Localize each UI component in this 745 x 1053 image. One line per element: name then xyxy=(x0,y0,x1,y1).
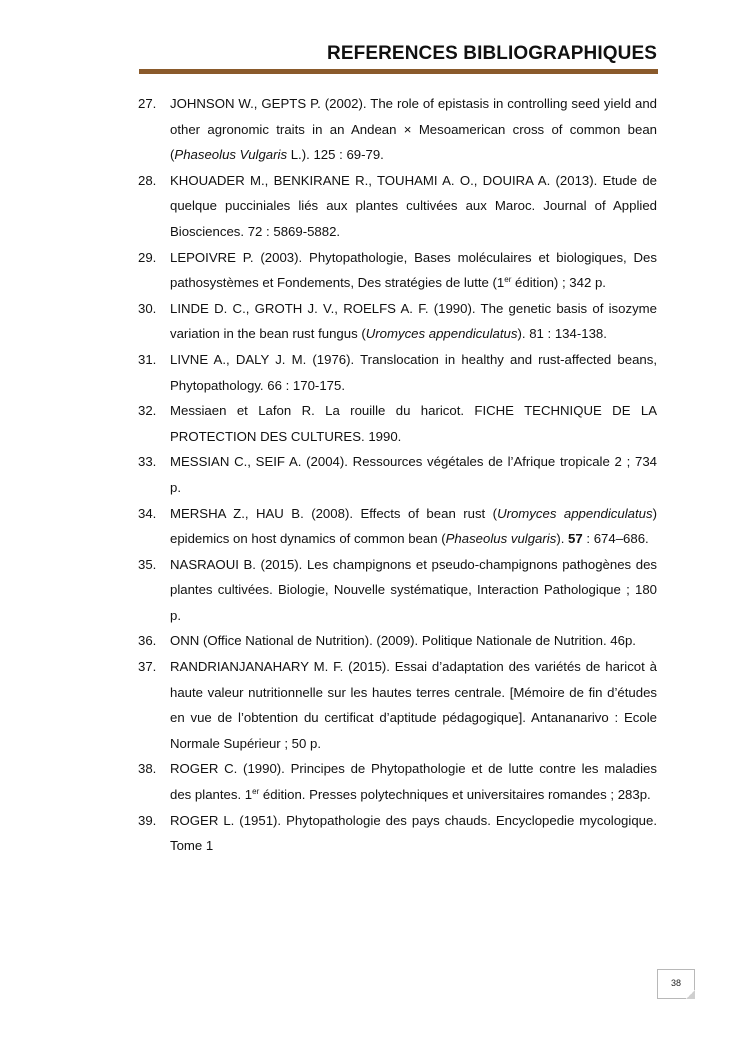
reference-list xyxy=(138,91,657,859)
reference-text xyxy=(170,398,657,449)
reference-item xyxy=(138,654,657,756)
reference-item xyxy=(138,168,657,245)
reference-segment: LEPOIVRE P. (2003). Phytopathologie, Bases moléculaires et biologiques, Des pathosystèmes et Fondements, Des stratégies de lutte (1 xyxy=(170,249,657,291)
reference-item xyxy=(138,501,657,552)
italic-term: Phaseolus vulgaris xyxy=(445,531,557,547)
reference-segment: ROGER C. (1990). Principes de Phytopathologie et de lutte contre les maladies des plantes. 1 xyxy=(170,761,657,803)
reference-number: 33. xyxy=(138,454,157,470)
reference-segment: MESSIAN C., SEIF A. (2004). Ressources végétales de l’Afrique tropicale 2 ; 734 p. xyxy=(170,454,657,495)
reference-segment: ). 81 : 134-138. xyxy=(517,326,607,342)
italic-term: Uromyces appendiculatus xyxy=(365,326,518,342)
reference-text xyxy=(170,654,657,756)
reference-number: 29. xyxy=(138,249,157,265)
reference-segment: LIVNE A., DALY J. M. (1976). Translocation in healthy and rust-affected beans, Phytopathology. 66 : 170-175. xyxy=(170,351,657,393)
reference-text xyxy=(170,91,657,168)
reference-segment: ONN (Office National de Nutrition). (2009). Politique Nationale de Nutrition. 46p. xyxy=(170,633,636,649)
reference-segment: LINDE D. C., GROTH J. V., ROELFS A. F. (1990). The genetic basis of isozyme variation in the bean rust fungus ( xyxy=(170,300,657,342)
reference-segment: JOHNSON W., GEPTS P. (2002). The role of epistasis in controlling seed yield and other agronomic traits in an Andean × Mesoamerican cross of common bean ( xyxy=(170,96,657,163)
reference-segment: ) epidemics on host dynamics of common bean ( xyxy=(170,505,657,547)
reference-text xyxy=(170,296,657,347)
reference-number: 31. xyxy=(138,351,157,367)
header-divider xyxy=(139,69,658,74)
reference-number: 27. xyxy=(138,96,157,111)
reference-segment: édition) ; 342 p. xyxy=(511,275,606,291)
reference-text xyxy=(170,347,657,398)
reference-segment: MERSHA Z., HAU B. (2008). Effects of bean rust ( xyxy=(170,505,498,521)
reference-text xyxy=(170,168,657,245)
reference-number: 28. xyxy=(138,172,157,188)
reference-item xyxy=(138,808,657,859)
page-title: REFERENCES BIBLIOGRAPHIQUES xyxy=(327,43,657,64)
italic-term: Phaseolus Vulgaris xyxy=(174,147,288,163)
reference-text xyxy=(170,449,657,500)
reference-number: 30. xyxy=(138,300,157,316)
reference-item xyxy=(138,628,657,654)
reference-text xyxy=(170,808,657,859)
reference-segment: ). xyxy=(556,531,569,547)
reference-segment: : 674–686. xyxy=(582,531,649,547)
reference-item xyxy=(138,245,657,296)
reference-number: 37. xyxy=(138,659,157,675)
reference-segment: ROGER L. (1951). Phytopathologie des pays chauds. Encyclopedie mycologique. Tome 1 xyxy=(170,812,657,854)
superscript: er xyxy=(252,787,260,797)
reference-segment: NASRAOUI B. (2015). Les champignons et pseudo-champignons pathogènes des plantes cultivées. Biologie, Nouvelle systématique, Interaction Pathologique ; 180 p. xyxy=(170,556,657,623)
reference-segment: édition. Presses polytechniques et universitaires romandes ; 283p. xyxy=(259,787,651,803)
reference-item xyxy=(138,91,657,168)
reference-segment: KHOUADER M., BENKIRANE R., TOUHAMI A. O., DOUIRA A. (2013). Etude de quelque pucciniales liés aux plantes cultivées aux Maroc. Journal of Applied Biosciences. 72 : 5869-5882. xyxy=(170,172,657,239)
superscript: er xyxy=(504,275,512,285)
page-number: 38 xyxy=(670,978,681,988)
reference-number: 35. xyxy=(138,556,157,572)
reference-number: 34. xyxy=(138,505,157,521)
bold-volume: 57 xyxy=(568,531,583,547)
reference-item xyxy=(138,398,657,449)
reference-number: 39. xyxy=(138,812,157,828)
reference-item xyxy=(138,347,657,398)
reference-text xyxy=(170,552,657,629)
reference-item xyxy=(138,296,657,347)
reference-text xyxy=(170,501,657,552)
reference-segment: RANDRIANJANAHARY M. F. (2015). Essai d’adaptation des variétés de haricot à haute valeur nutritionnelle sur les hautes terres centrale. [Mémoire de fin d’études en vue de l’obtention du certificat d’aptitude pédagogique]. Antananarivo : Ecole Normale Supérieur ; 50 p. xyxy=(170,659,657,751)
reference-segment: Messiaen et Lafon R. La rouille du haricot. FICHE TECHNIQUE DE LA PROTECTION DES CULTURES. 1990. xyxy=(170,403,657,444)
reference-text xyxy=(170,245,657,296)
reference-item xyxy=(138,756,657,807)
page-number-box xyxy=(657,969,695,999)
reference-number: 32. xyxy=(138,403,157,419)
reference-item xyxy=(138,449,657,500)
reference-item xyxy=(138,552,657,629)
reference-text xyxy=(170,628,657,654)
reference-segment: L.). 125 : 69-79. xyxy=(287,147,384,163)
reference-text xyxy=(170,756,657,807)
italic-term: Uromyces appendiculatus xyxy=(497,505,653,521)
reference-number: 36. xyxy=(138,633,157,649)
reference-number: 38. xyxy=(138,761,157,777)
